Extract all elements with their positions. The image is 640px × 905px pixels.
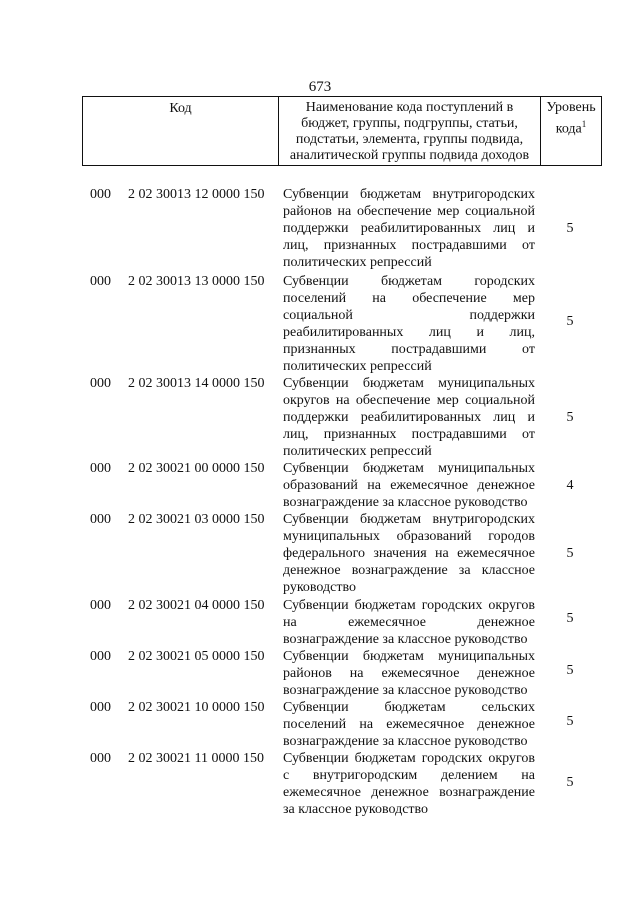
row-prefix: 000 <box>90 376 111 391</box>
row-prefix: 000 <box>90 598 111 613</box>
row-level: 5 <box>566 663 574 678</box>
page-number: 673 <box>308 79 332 95</box>
row-code: 2 02 30013 13 0000 150 <box>128 274 265 289</box>
row-level: 5 <box>566 410 574 425</box>
row-prefix: 000 <box>90 274 111 289</box>
row-prefix: 000 <box>90 700 111 715</box>
table-row <box>0 597 640 648</box>
row-level: 5 <box>566 546 574 561</box>
row-level: 5 <box>566 775 574 790</box>
row-code: 2 02 30021 11 0000 150 <box>128 751 264 766</box>
header-level-footnote: 1 <box>581 119 587 129</box>
row-name: Субвенции бюджетам городских округов на ежемесячное денежное вознаграждение за классное руководство <box>283 598 535 647</box>
row-name: Субвенции бюджетам городских поселений на обеспечение мер социальной поддержки реабилитированных лиц и лиц, признанных пострадавшими от политических репрессий <box>283 274 535 374</box>
table-row <box>0 699 640 750</box>
header-level <box>541 97 601 165</box>
header-level-label: Уровень кода <box>546 100 596 137</box>
table-row <box>0 273 640 375</box>
row-name: Субвенции бюджетам муниципальных образований на ежемесячное денежное вознаграждение за классное руководство <box>283 461 535 510</box>
row-code: 2 02 30013 12 0000 150 <box>128 187 265 202</box>
row-level: 4 <box>566 478 574 493</box>
row-level: 5 <box>566 611 574 626</box>
row-prefix: 000 <box>90 649 111 664</box>
row-name: Субвенции бюджетам внутригородских муниципальных образований городов федерального значения на ежемесячное денежное вознаграждение за классное руководство <box>283 512 535 595</box>
row-code: 2 02 30013 14 0000 150 <box>128 376 265 391</box>
row-prefix: 000 <box>90 512 111 527</box>
row-name: Субвенции бюджетам внутригородских районов на обеспечение мер социальной поддержки реабилитированных лиц и лиц, признанных пострадавшими от политических репрессий <box>283 187 535 270</box>
table-row <box>0 648 640 699</box>
header-code: Код <box>83 97 279 165</box>
row-code: 2 02 30021 00 0000 150 <box>128 461 265 476</box>
row-name: Субвенции бюджетам муниципальных округов на обеспечение мер социальной поддержки реабилитированных лиц и лиц, признанных пострадавшими от политических репрессий <box>283 376 535 459</box>
row-level: 5 <box>566 221 574 236</box>
table-row <box>0 460 640 511</box>
row-code: 2 02 30021 04 0000 150 <box>128 598 265 613</box>
table-row <box>0 375 640 460</box>
row-name: Субвенции бюджетам сельских поселений на ежемесячное денежное вознаграждение за классное руководство <box>283 700 535 749</box>
row-code: 2 02 30021 05 0000 150 <box>128 649 265 664</box>
row-level: 5 <box>566 314 574 329</box>
row-code: 2 02 30021 10 0000 150 <box>128 700 265 715</box>
header-name: Наименование кода поступлений в бюджет, группы, подгруппы, статьи, подстатьи, элемента, группы подвида, аналитической группы подвида доходов <box>279 97 541 165</box>
row-prefix: 000 <box>90 461 111 476</box>
row-name: Субвенции бюджетам муниципальных районов на ежемесячное денежное вознаграждение за классное руководство <box>283 649 535 698</box>
row-level: 5 <box>566 714 574 729</box>
row-prefix: 000 <box>90 751 111 766</box>
table-header <box>82 96 602 166</box>
row-prefix: 000 <box>90 187 111 202</box>
table-body <box>0 186 640 820</box>
row-name: Субвенции бюджетам городских округов с внутригородским делением на ежемесячное денежное вознаграждение за классное руководство <box>283 751 535 817</box>
table-row <box>0 186 640 273</box>
table-row <box>0 511 640 597</box>
table-row <box>0 750 640 820</box>
row-code: 2 02 30021 03 0000 150 <box>128 512 265 527</box>
